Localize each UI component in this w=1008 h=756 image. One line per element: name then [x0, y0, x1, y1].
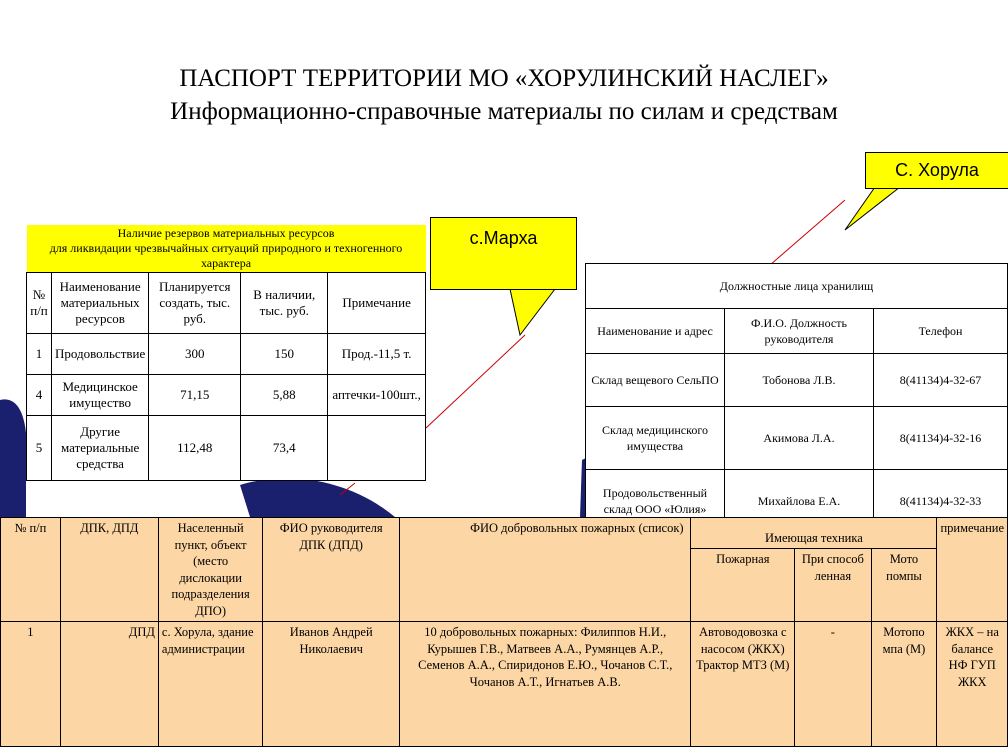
dpk-header-volunteers: ФИО добровольных пожарных (список) — [400, 518, 691, 622]
officials-header-row — [586, 309, 1008, 354]
page-subtitle: Информационно-справочные материалы по силам и средствам — [170, 98, 838, 125]
dpk-header-adapted: При способ ленная — [795, 549, 871, 622]
table-row: Продовольственный склад ООО «Юлия» Михайлова Е.А. 8(41134)4-32-33 — [586, 470, 1008, 533]
officials-table — [585, 263, 1008, 533]
leader-line-horula — [770, 200, 845, 265]
reserves-header-cell: Наименование материальных ресурсов — [52, 273, 149, 334]
table-row: 5 Другие материальные средства 112,48 73,4 — [27, 416, 426, 481]
dpk-header-note: примечание — [937, 518, 1008, 622]
callout-marha: с.Марха — [430, 217, 577, 290]
dpk-header-equipment: Имеющая техника — [691, 518, 937, 549]
table-row: 1 ДПД с. Хорула, здание администрации Иванов Андрей Николаевич 10 добровольных пожарных: Филиппов Н.И., Курышев Г.В., Матвеев А.А., Румянцев А.Р., Семенов А.А., Спиридонов Е.Ю., Чочанов С.Т., Чочанов А.Т., Игнатьев А.В. Автоводовозка с насосом (ЖКХ) Трактор МТЗ (М) - Мотопо мпа (М) ЖКХ – на балансе НФ ГУП ЖКХ — [1, 622, 1008, 747]
dpk-header-pumps: Мото помпы — [871, 549, 937, 622]
table-row: Склад вещевого СельПО Тобонова Л.В. 8(41134)4-32-67 — [586, 354, 1008, 407]
reserves-header-cell: № п/п — [27, 273, 52, 334]
dpk-header-place: Населенный пункт, объект (место дислокации подразделения ДПО) — [158, 518, 262, 622]
table-row: Склад медицинского имущества Акимова Л.А. 8(41134)4-32-16 — [586, 407, 1008, 470]
table-row: 4 Медицинское имущество 71,15 5,88 аптечки-100шт., — [27, 375, 426, 416]
officials-header-cell: Телефон — [874, 309, 1008, 354]
reserves-header-cell: Планируется создать, тыс. руб. — [149, 273, 241, 334]
dpk-table — [0, 517, 1008, 747]
reserves-header-cell: В наличии, тыс. руб. — [241, 273, 328, 334]
dpk-header-num: № п/п — [1, 518, 61, 622]
page-title: ПАСПОРТ ТЕРРИТОРИИ МО «ХОРУЛИНСКИЙ НАСЛЕГ» — [179, 65, 829, 92]
reserves-table — [26, 225, 426, 481]
leader-line-marha — [426, 335, 525, 428]
callout-horula: С. Хорула — [865, 152, 1008, 189]
reserves-header-row — [27, 273, 426, 334]
officials-caption: Должностные лица хранилищ — [586, 264, 1008, 309]
officials-header-cell: Наименование и адрес — [586, 309, 725, 354]
callout-pointer-horula — [845, 187, 900, 230]
dpk-header-type: ДПК, ДПД — [60, 518, 158, 622]
map-shape-center — [240, 478, 395, 517]
dpk-header-head: ФИО руководителя ДПК (ДПД) — [263, 518, 400, 622]
callout-pointer-marha — [510, 289, 555, 335]
dpk-header-row — [1, 518, 1008, 549]
reserves-header-cell: Примечание — [328, 273, 426, 334]
officials-header-cell: Ф.И.О. Должность руководителя — [725, 309, 874, 354]
dpk-header-fire: Пожарная — [691, 549, 795, 622]
table-row: 1 Продовольствие 300 150 Прод.-11,5 т. — [27, 334, 426, 375]
map-shape-left — [0, 399, 27, 520]
reserves-title: Наличие резервов материальных ресурсов для ликвидации чрезвычайных ситуаций природного и техногенного характера — [27, 225, 426, 273]
